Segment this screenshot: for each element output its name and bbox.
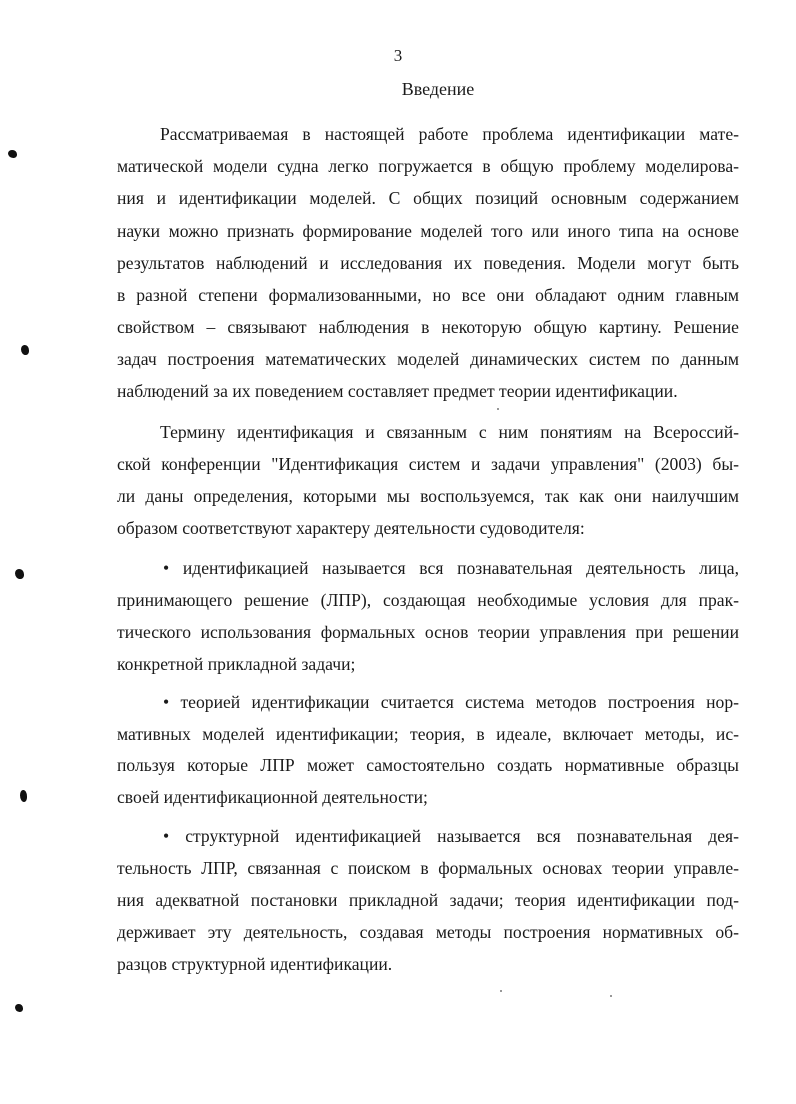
text-line: Рассматриваемая в настоящей работе проблема идентификации мате- bbox=[160, 124, 739, 144]
text-line: матической модели судна легко погружается в общую проблему моделирова- bbox=[117, 156, 739, 176]
text-line: тического использования формальных основ теории управления при решении bbox=[117, 622, 739, 642]
text-line: образом соответствуют характеру деятельности судоводителя: bbox=[117, 518, 585, 538]
text-line: своей идентификационной деятельности; bbox=[117, 787, 428, 807]
text-line: • идентификацией называется вся познавательная деятельность лица, bbox=[163, 558, 739, 578]
text-line: • структурной идентификацией называется вся познавательная дея- bbox=[163, 826, 739, 846]
text-line: мативных моделей идентификации; теория, в идеале, включает методы, ис- bbox=[117, 724, 739, 744]
text-line: держивает эту деятельность, создавая методы построения нормативных об- bbox=[117, 922, 739, 942]
scan-dot bbox=[610, 995, 612, 997]
text-line: ли даны определения, которыми мы воспользуемся, так как они наилучшим bbox=[117, 486, 739, 506]
text-line: тельность ЛПР, связанная с поиском в формальных основах теории управле- bbox=[117, 858, 739, 878]
text-line: результатов наблюдений и исследования их поведения. Модели могут быть bbox=[117, 253, 739, 273]
text-line: в разной степени формализованными, но все они обладают одним главным bbox=[117, 285, 739, 305]
scan-dot bbox=[497, 408, 499, 410]
text-line: ния адекватной постановки прикладной задачи; теория идентификации под- bbox=[117, 890, 739, 910]
scan-speck bbox=[15, 569, 24, 579]
scan-dot bbox=[500, 990, 502, 992]
text-line: наблюдений за их поведением составляет предмет теории идентификации. bbox=[117, 381, 678, 401]
text-line: принимающего решение (ЛПР), создающая необходимые условия для прак- bbox=[117, 590, 739, 610]
text-line: свойством – связывают наблюдения в некоторую общую картину. Решение bbox=[117, 317, 739, 337]
page-number: 3 bbox=[393, 46, 403, 65]
text-line: задач построения математических моделей динамических систем по данным bbox=[117, 349, 739, 369]
text-line: ской конференции "Идентификация систем и задачи управления" (2003) бы- bbox=[117, 454, 739, 474]
text-line: Термину идентификация и связанным с ним понятиям на Всероссий- bbox=[160, 422, 739, 442]
text-line: пользуя которые ЛПР может самостоятельно создать нормативные образцы bbox=[117, 755, 739, 775]
text-line: ния и идентификации моделей. С общих позиций основным содержанием bbox=[117, 188, 739, 208]
text-line: науки можно признать формирование моделей того или иного типа на основе bbox=[117, 221, 739, 241]
scan-speck bbox=[21, 345, 29, 355]
text-line: конкретной прикладной задачи; bbox=[117, 654, 356, 674]
text-line: • теорией идентификации считается система методов построения нор- bbox=[163, 692, 739, 712]
text-line: разцов структурной идентификации. bbox=[117, 954, 393, 974]
scan-speck bbox=[8, 150, 17, 158]
page-title: Введение bbox=[401, 79, 475, 99]
scan-speck bbox=[20, 790, 27, 802]
scan-speck bbox=[15, 1004, 23, 1012]
